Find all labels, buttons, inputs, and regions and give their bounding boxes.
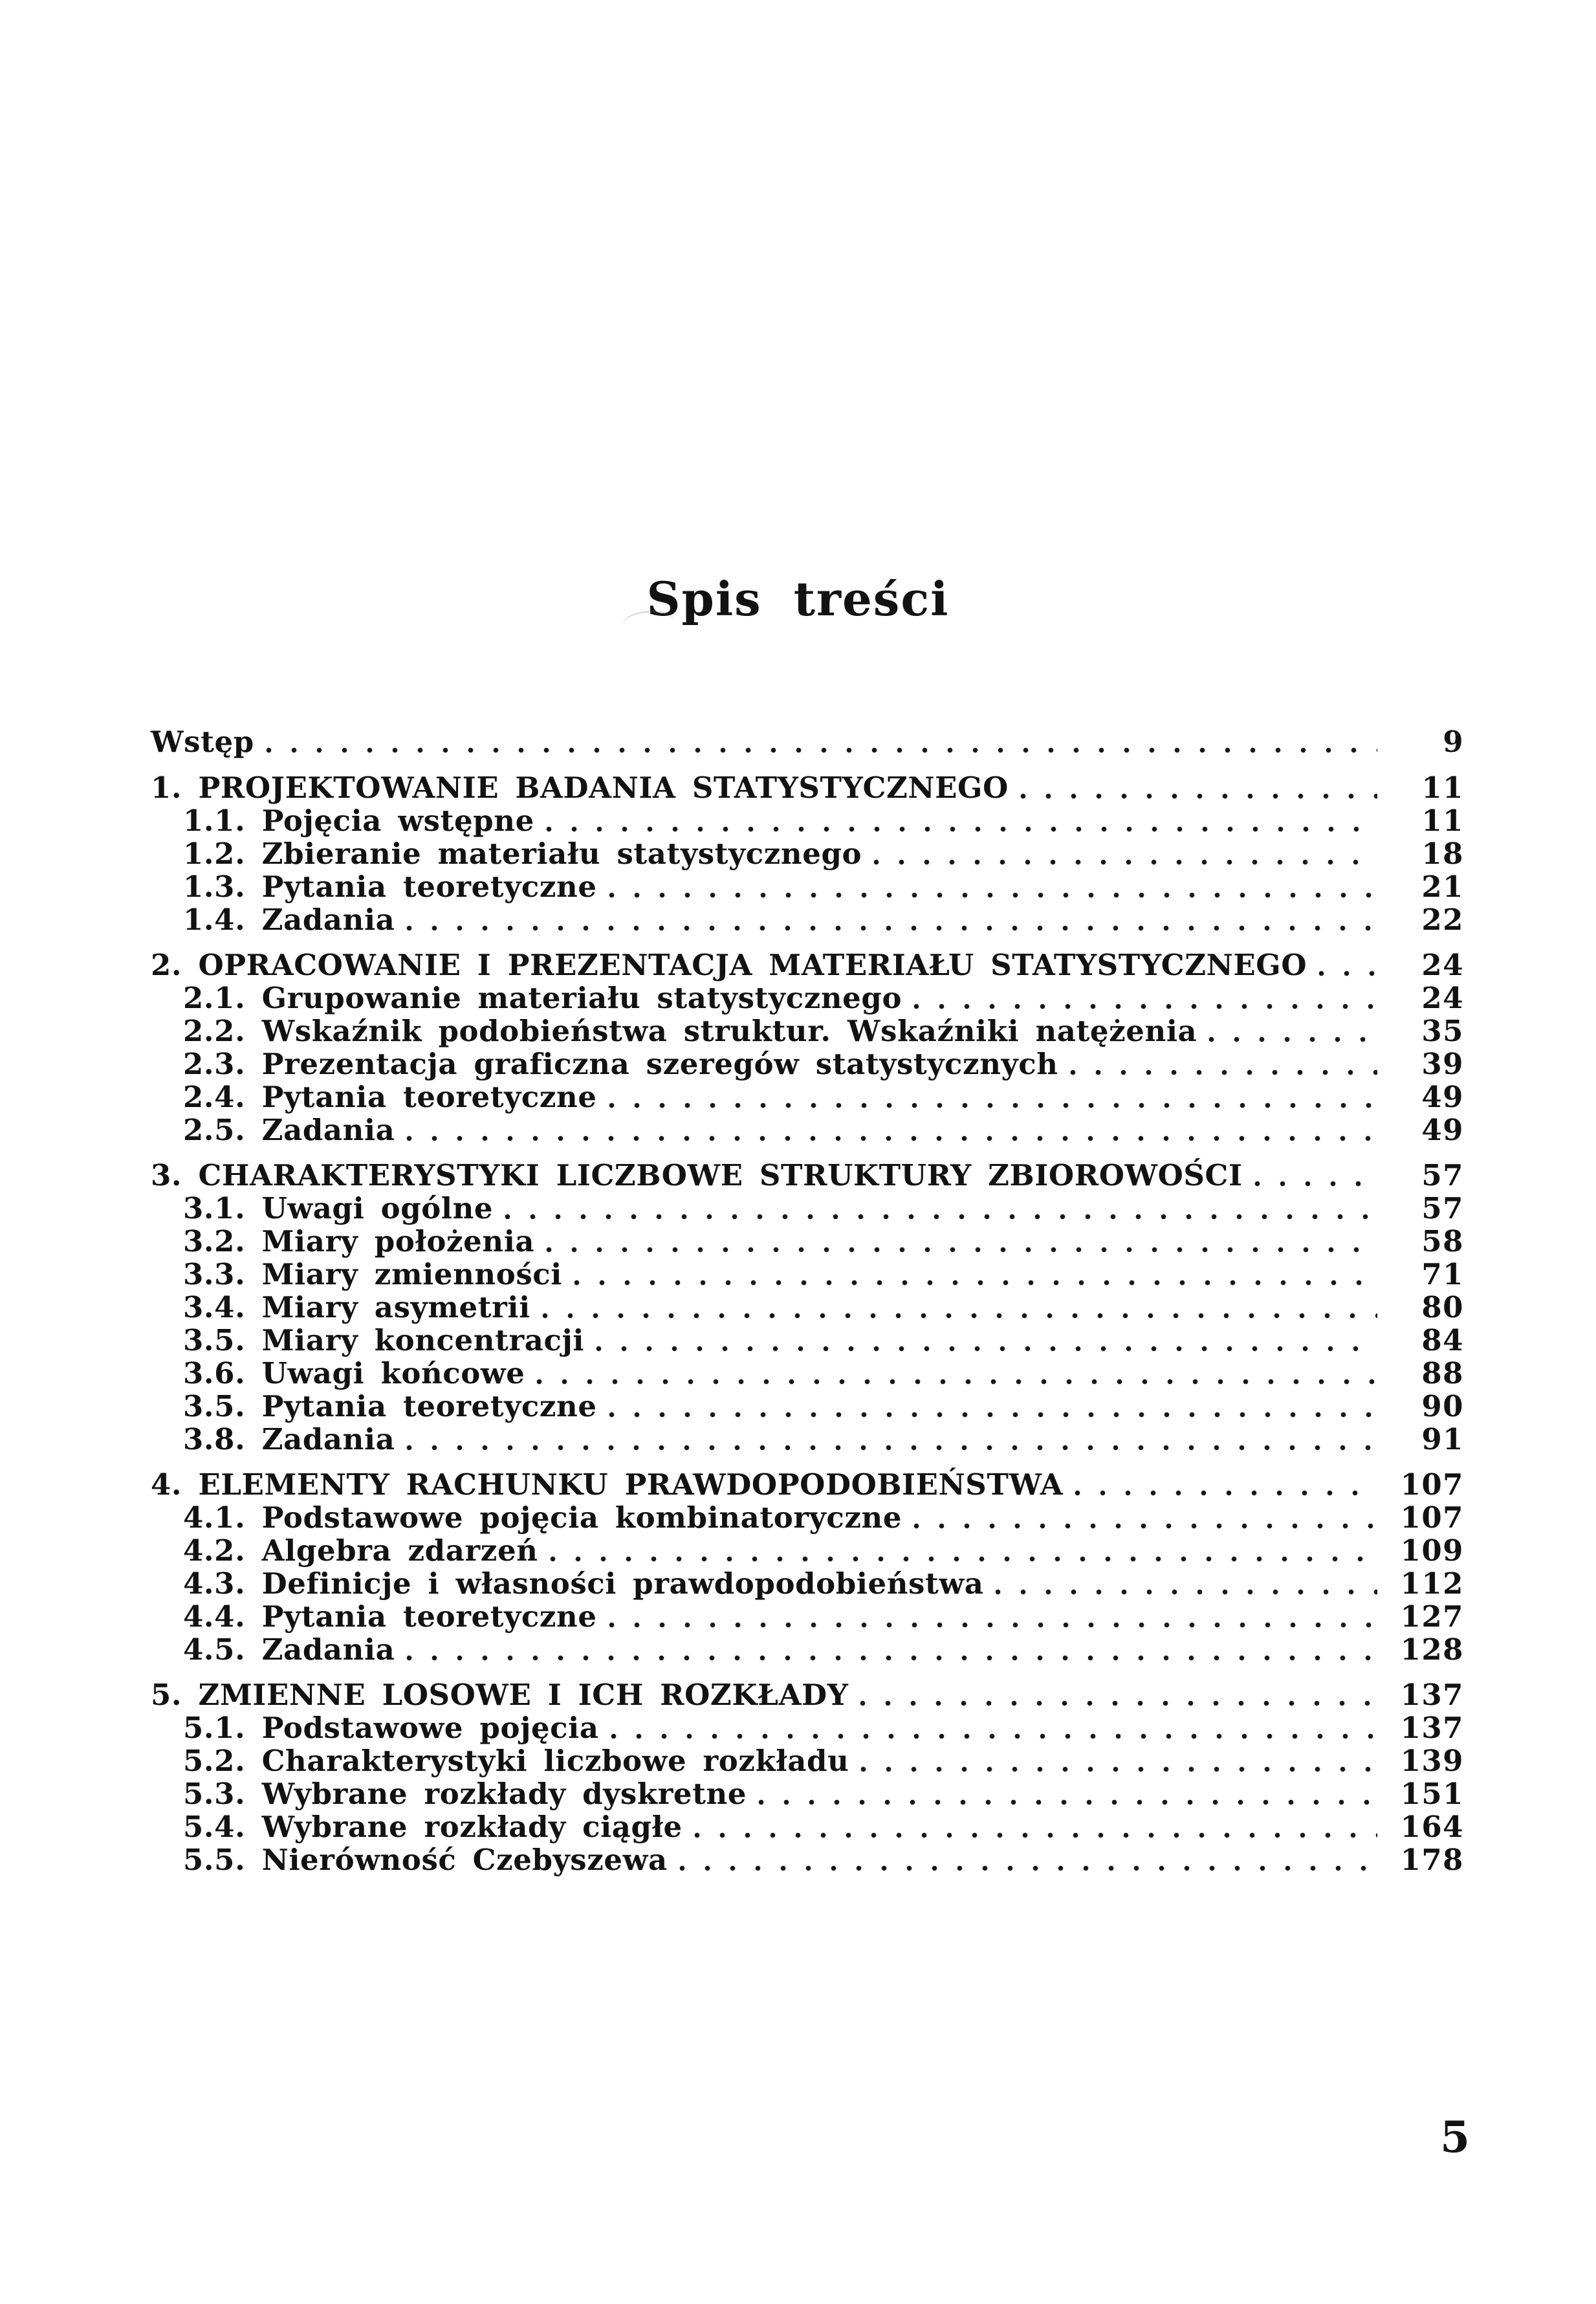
toc-entry bbox=[151, 1324, 1464, 1357]
toc-entry bbox=[151, 1048, 1464, 1081]
toc-entry-label: 5.4. Wybrane rozkłady ciągłe bbox=[183, 1810, 683, 1845]
toc-entry bbox=[151, 1634, 1464, 1667]
dot-leader bbox=[574, 1280, 1377, 1286]
toc-entry-page: 11 bbox=[1421, 771, 1464, 806]
toc-entry-page: 137 bbox=[1400, 1711, 1464, 1746]
toc-entry bbox=[151, 1114, 1464, 1147]
toc-entry bbox=[151, 772, 1464, 805]
toc-entry-label: 5. ZMIENNE LOSOWE I ICH ROZKŁADY bbox=[151, 1678, 849, 1713]
dot-leader bbox=[505, 1214, 1377, 1220]
dot-leader bbox=[406, 925, 1377, 931]
toc-entry-label: 4.3. Definicje i własności prawdopodobieństwa bbox=[183, 1566, 984, 1601]
toc-entry-page: 91 bbox=[1421, 1422, 1464, 1457]
toc-entry-label: 4.1. Podstawowe pojęcia kombinatoryczne bbox=[183, 1500, 902, 1535]
toc-entry-page: 21 bbox=[1421, 870, 1464, 905]
toc-entry-label: 2.3. Prezentacja graficzna szeregów statystycznych bbox=[183, 1047, 1058, 1082]
toc-entry-page: 80 bbox=[1421, 1290, 1464, 1325]
dot-leader bbox=[536, 1379, 1377, 1385]
toc-entry bbox=[151, 1258, 1464, 1291]
dot-leader bbox=[266, 747, 1377, 753]
dot-leader bbox=[542, 1313, 1377, 1319]
toc-entry bbox=[151, 871, 1464, 904]
toc-entry-label: 4.4. Pytania teoretyczne bbox=[183, 1599, 597, 1634]
toc-entry bbox=[151, 1601, 1464, 1634]
toc-entry-label: 3.5. Pytania teoretyczne bbox=[183, 1389, 597, 1424]
toc-entry-label: 3.1. Uwagi ogólne bbox=[183, 1191, 494, 1226]
toc-entry-label: 3.3. Miary zmienności bbox=[183, 1257, 562, 1292]
dot-leader bbox=[406, 1136, 1377, 1141]
toc-entry-label: 4. ELEMENTY RACHUNKU PRAWDOPODOBIEŃSTWA bbox=[151, 1467, 1064, 1502]
toc-entry-page: 88 bbox=[1421, 1356, 1464, 1391]
dot-leader bbox=[1254, 1181, 1377, 1187]
toc-entry-page: 164 bbox=[1400, 1810, 1464, 1845]
dot-leader bbox=[694, 1832, 1377, 1838]
toc-entry bbox=[151, 1811, 1464, 1844]
dot-leader bbox=[596, 1346, 1377, 1352]
page-number: 5 bbox=[1440, 2112, 1470, 2162]
toc-entry-label: 2.2. Wskaźnik podobieństwa struktur. Wskaźniki natężenia bbox=[183, 1014, 1197, 1049]
dot-leader bbox=[679, 1865, 1377, 1871]
dot-leader bbox=[995, 1589, 1377, 1595]
toc-entry-page: 128 bbox=[1400, 1632, 1464, 1667]
toc-entry-page: 112 bbox=[1400, 1566, 1464, 1601]
toc-entry-label: Wstęp bbox=[151, 725, 254, 760]
toc-entry bbox=[151, 1291, 1464, 1324]
toc-entry bbox=[151, 1469, 1464, 1502]
toc-entry-page: 139 bbox=[1400, 1744, 1464, 1779]
toc-entry bbox=[151, 904, 1464, 937]
dot-leader bbox=[1020, 793, 1377, 799]
toc-entry bbox=[151, 1081, 1464, 1114]
toc-entry-page: 57 bbox=[1421, 1158, 1464, 1193]
toc-entry-label: 3.6. Uwagi końcowe bbox=[183, 1356, 525, 1391]
dot-leader bbox=[1318, 971, 1377, 976]
toc-entry bbox=[151, 1778, 1464, 1811]
toc-entry-page: 127 bbox=[1400, 1599, 1464, 1634]
toc-entry-page: 57 bbox=[1421, 1191, 1464, 1226]
toc-entry-label: 1. PROJEKTOWANIE BADANIA STATYSTYCZNEGO bbox=[151, 771, 1009, 806]
toc-entry bbox=[151, 1844, 1464, 1877]
toc-entry-label: 3.2. Miary położenia bbox=[183, 1224, 535, 1259]
toc-entry-label: 5.3. Wybrane rozkłady dyskretne bbox=[183, 1777, 747, 1812]
toc-entry-page: 9 bbox=[1443, 725, 1464, 760]
dot-leader bbox=[913, 1523, 1377, 1529]
toc-entry-label: 4.5. Zadania bbox=[183, 1632, 395, 1667]
toc-entry-label: 4.2. Algebra zdarzeń bbox=[183, 1533, 538, 1568]
toc-entry-page: 107 bbox=[1400, 1467, 1464, 1502]
dot-leader bbox=[1208, 1037, 1377, 1042]
toc-entry-page: 58 bbox=[1421, 1224, 1464, 1259]
toc-entry-page: 84 bbox=[1421, 1323, 1464, 1358]
toc-entry-page: 178 bbox=[1400, 1843, 1464, 1878]
toc-entry bbox=[151, 1357, 1464, 1390]
toc-entry bbox=[151, 1159, 1464, 1192]
toc-entry-label: 2.5. Zadania bbox=[183, 1113, 395, 1148]
dot-leader bbox=[860, 1700, 1377, 1706]
toc-entry-page: 49 bbox=[1421, 1080, 1464, 1115]
toc-entry bbox=[151, 805, 1464, 838]
toc-entry-label: 5.2. Charakterystyki liczbowe rozkładu bbox=[183, 1744, 849, 1779]
toc-entry bbox=[151, 1745, 1464, 1778]
toc-entry-page: 137 bbox=[1400, 1678, 1464, 1713]
toc-entry-label: 3.8. Zadania bbox=[183, 1422, 395, 1457]
toc-entry-page: 49 bbox=[1421, 1113, 1464, 1148]
dot-leader bbox=[758, 1799, 1377, 1805]
toc-entry-label: 1.2. Zbieranie materiału statystycznego bbox=[183, 837, 862, 872]
toc-entry-label: 2.1. Grupowanie materiału statystycznego bbox=[183, 981, 902, 1016]
table-of-contents bbox=[151, 726, 1464, 1877]
dot-leader bbox=[611, 1733, 1377, 1739]
toc-entry-page: 90 bbox=[1421, 1389, 1464, 1424]
toc-entry bbox=[151, 1679, 1464, 1712]
toc-entry bbox=[151, 982, 1464, 1015]
dot-leader bbox=[609, 1103, 1377, 1108]
toc-entry-page: 39 bbox=[1421, 1047, 1464, 1082]
toc-entry bbox=[151, 838, 1464, 871]
toc-entry bbox=[151, 1535, 1464, 1568]
toc-entry-label: 1.4. Zadania bbox=[183, 903, 395, 938]
page-title: Spis treści bbox=[646, 571, 950, 627]
toc-entry-page: 11 bbox=[1421, 804, 1464, 839]
toc-entry-label: 3. CHARAKTERYSTYKI LICZBOWE STRUKTURY ZBIOROWOŚCI bbox=[151, 1158, 1243, 1193]
toc-entry bbox=[151, 949, 1464, 982]
toc-entry-page: 151 bbox=[1400, 1777, 1464, 1812]
dot-leader bbox=[1075, 1490, 1377, 1496]
dot-leader bbox=[550, 1556, 1377, 1562]
toc-entry-label: 2.4. Pytania teoretyczne bbox=[183, 1080, 597, 1115]
dot-leader bbox=[860, 1766, 1377, 1772]
toc-entry-page: 35 bbox=[1421, 1014, 1464, 1049]
dot-leader bbox=[873, 859, 1377, 865]
dot-leader bbox=[609, 1622, 1377, 1628]
toc-entry bbox=[151, 1015, 1464, 1048]
toc-entry-page: 24 bbox=[1421, 981, 1464, 1016]
toc-entry bbox=[151, 1192, 1464, 1225]
toc-entry-page: 24 bbox=[1421, 948, 1464, 983]
toc-entry-page: 22 bbox=[1421, 903, 1464, 938]
toc-entry-page: 109 bbox=[1400, 1533, 1464, 1568]
toc-entry-label: 3.4. Miary asymetrii bbox=[183, 1290, 530, 1325]
toc-entry-page: 18 bbox=[1421, 837, 1464, 872]
toc-entry-page: 71 bbox=[1421, 1257, 1464, 1292]
toc-entry bbox=[151, 1568, 1464, 1601]
toc-entry-label: 5.1. Podstawowe pojęcia bbox=[183, 1711, 599, 1746]
toc-entry bbox=[151, 1390, 1464, 1423]
toc-entry-label: 1.3. Pytania teoretyczne bbox=[183, 870, 597, 905]
dot-leader bbox=[546, 826, 1377, 832]
dot-leader bbox=[609, 892, 1377, 898]
toc-entry bbox=[151, 726, 1464, 759]
dot-leader bbox=[609, 1412, 1377, 1418]
toc-entry-label: 2. OPRACOWANIE I PREZENTACJA MATERIAŁU STATYSTYCZNEGO bbox=[151, 948, 1307, 983]
toc-entry bbox=[151, 1225, 1464, 1258]
dot-leader bbox=[406, 1445, 1377, 1451]
dot-leader bbox=[913, 1004, 1377, 1009]
toc-entry-label: 5.5. Nierówność Czebyszewa bbox=[183, 1843, 668, 1878]
dot-leader bbox=[406, 1655, 1377, 1661]
toc-entry bbox=[151, 1712, 1464, 1745]
toc-entry-label: 3.5. Miary koncentracji bbox=[183, 1323, 585, 1358]
toc-entry-page: 107 bbox=[1400, 1500, 1464, 1535]
toc-entry bbox=[151, 1502, 1464, 1535]
toc-entry-label: 1.1. Pojęcia wstępne bbox=[183, 804, 534, 839]
toc-entry bbox=[151, 1423, 1464, 1456]
dot-leader bbox=[1070, 1070, 1377, 1075]
dot-leader bbox=[546, 1247, 1377, 1253]
